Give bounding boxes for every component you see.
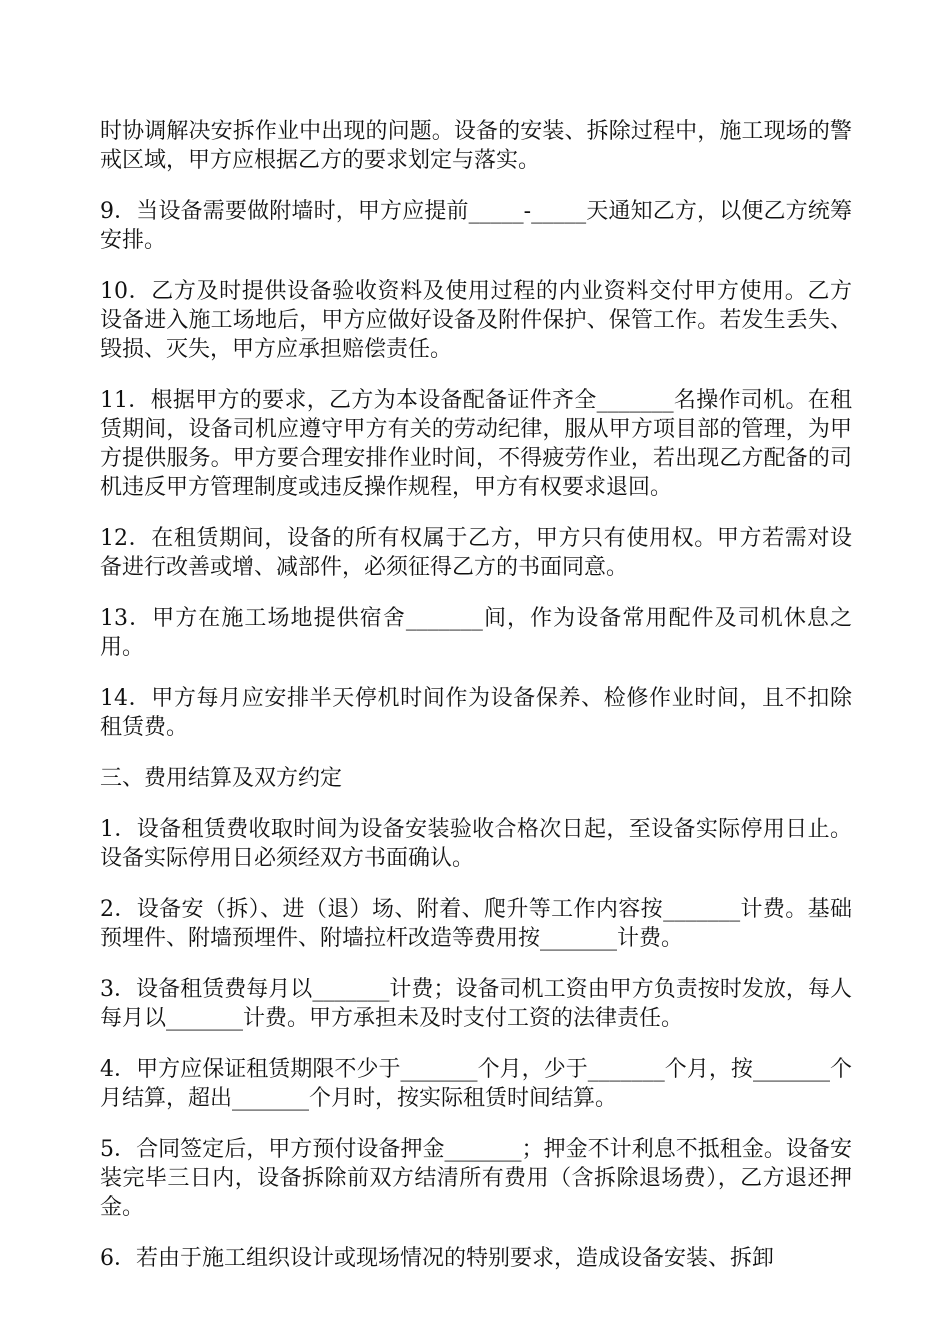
paragraph-fee-clause-5: 5．合同签定后，甲方预付设备押金_______；押金不计利息不抵租金。设备安装完毕三日内，设备拆除前双方结清所有费用（含拆除退场费），乙方退还押金。 [100,1137,852,1220]
paragraph-clause-13: 13．甲方在施工场地提供宿舍_______间，作为设备常用配件及司机休息之用。 [100,606,852,660]
paragraph-fee-clause-1: 1．设备租赁费收取时间为设备安装验收合格次日起，至设备实际停用日止。设备实际停用日必须经双方书面确认。 [100,817,852,871]
paragraph-clause-14: 14．甲方每月应安排半天停机时间作为设备保养、检修作业时间，且不扣除租赁费。 [100,686,852,740]
paragraph-clause-9: 9．当设备需要做附墙时，甲方应提前_____-_____天通知乙方，以便乙方统筹安排。 [100,199,852,253]
paragraph-fee-clause-3: 3．设备租赁费每月以_______计费；设备司机工资由甲方负责按时发放，每人每月以_______计费。甲方承担未及时支付工资的法律责任。 [100,977,852,1031]
paragraph-clause-11: 11．根据甲方的要求，乙方为本设备配备证件齐全_______名操作司机。在租赁期间，设备司机应遵守甲方有关的劳动纪律，服从甲方项目部的管理，为甲方提供服务。甲方要合理安排作业时间，不得疲劳作业，若出现乙方配备的司机违反甲方管理制度或违反操作规程，甲方有权要求退回。 [100,388,852,500]
paragraph-fee-clause-2: 2．设备安（拆）、进（退）场、附着、爬升等工作内容按_______计费。基础预埋件、附墙预埋件、附墙拉杆改造等费用按_______计费。 [100,897,852,951]
paragraph-clause-10: 10．乙方及时提供设备验收资料及使用过程的内业资料交付甲方使用。乙方设备进入施工场地后，甲方应做好设备及附件保护、保管工作。若发生丢失、毁损、灭失，甲方应承担赔偿责任。 [100,279,852,362]
paragraph-clause-12: 12．在租赁期间，设备的所有权属于乙方，甲方只有使用权。甲方若需对设备进行改善或增、减部件，必须征得乙方的书面同意。 [100,526,852,580]
document-page [100,117,852,1295]
paragraph-fee-clause-4: 4．甲方应保证租赁期限不少于_______个月，少于_______个月，按_______个月结算，超出_______个月时，按实际租赁时间结算。 [100,1057,852,1111]
section-heading-fees: 三、费用结算及双方约定 [100,766,343,791]
paragraph-safety-zone: 时协调解决安拆作业中出现的问题。设备的安装、拆除过程中，施工现场的警戒区域，甲方应根据乙方的要求划定与落实。 [100,119,852,173]
paragraph-fee-clause-6: 6．若由于施工组织设计或现场情况的特别要求，造成设备安装、拆卸 [100,1246,774,1271]
